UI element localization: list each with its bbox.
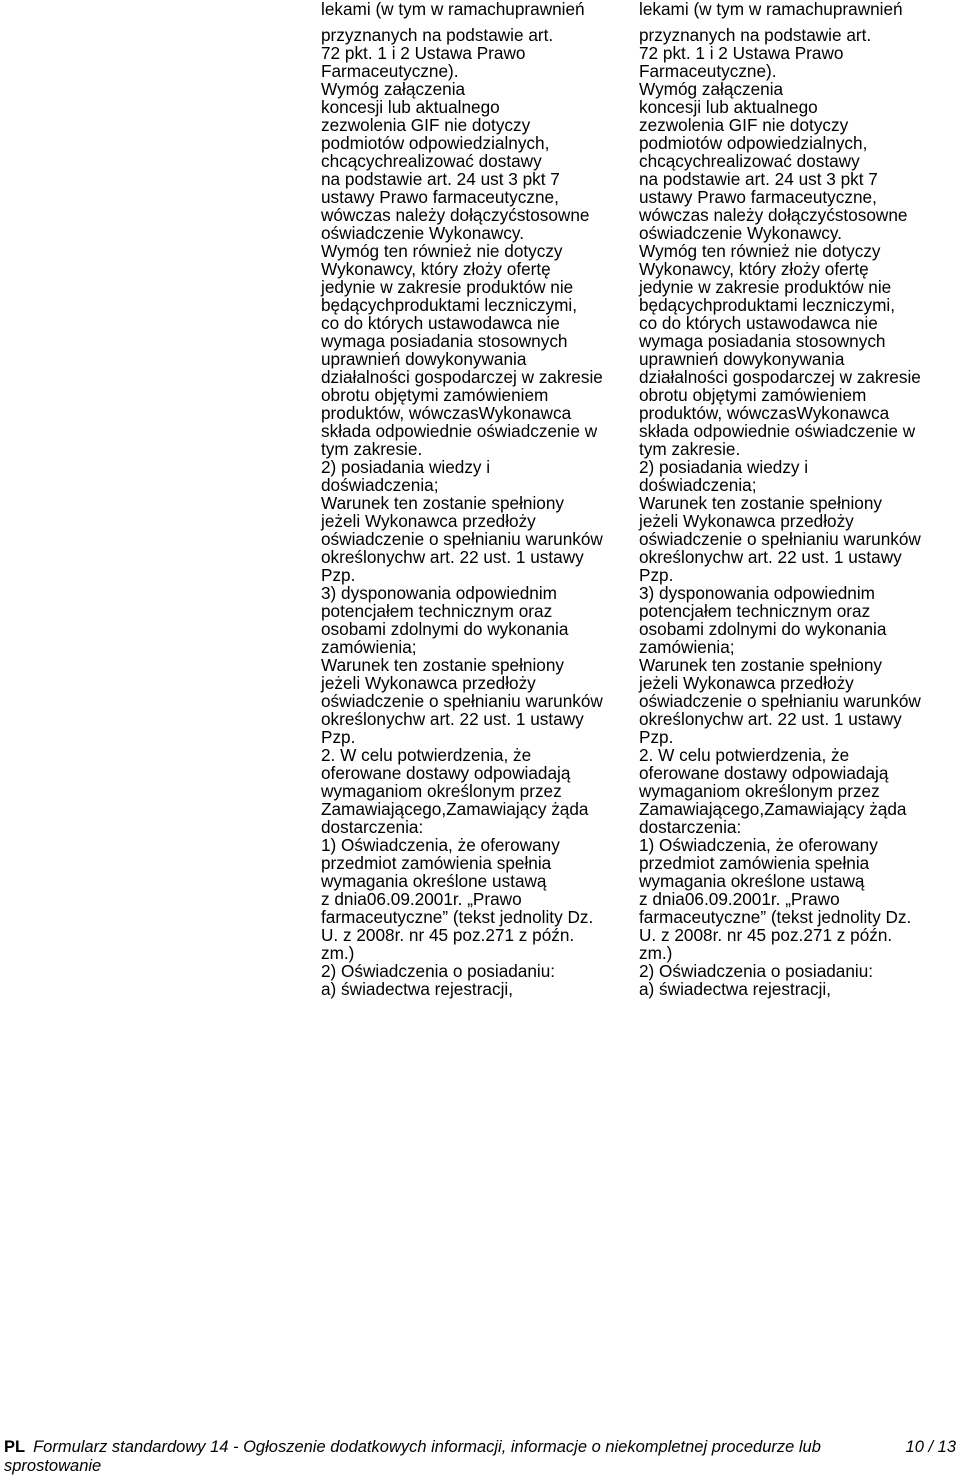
right-column-line: osobami zdolnymi do wykonania (639, 619, 887, 639)
right-column-line: tym zakresie. (639, 439, 741, 459)
right-column-line: oświadczenie Wykonawcy. (639, 223, 842, 243)
left-column-line: Wykonawcy, który złoży ofertę (321, 259, 551, 279)
right-column-line: Wymóg ten również nie dotyczy (639, 241, 881, 261)
left-column-line: obrotu objętymi zamówieniem (321, 385, 549, 405)
right-column-line: Zamawiającego,Zamawiający żąda (639, 799, 907, 819)
left-column-line: zm.) (321, 943, 355, 963)
left-column-line: Warunek ten zostanie spełniony (321, 493, 564, 513)
left-column-line: Farmaceutyczne). (321, 61, 459, 81)
right-column-line: U. z 2008r. nr 45 poz.271 z późn. (639, 925, 893, 945)
right-column-line: przyznanych na podstawie art. (639, 25, 872, 45)
left-column-line: Wymóg załączenia (321, 79, 466, 99)
right-column-line: określonychw art. 22 ust. 1 ustawy (639, 709, 902, 729)
right-column-line: farmaceutyczne” (tekst jednolity Dz. (639, 907, 912, 927)
left-column-line: 2. W celu potwierdzenia, że (321, 745, 532, 765)
form-title-line-2: sprostowanie (4, 1457, 102, 1475)
left-column-line: 1) Oświadczenia, że oferowany (321, 835, 560, 855)
left-column-line: produktów, wówczasWykonawca (321, 403, 572, 423)
right-column-line: wymaganiom określonym przez (639, 781, 880, 801)
right-column-line: przedmiot zamówienia spełnia (639, 853, 870, 873)
left-column-line: lekami (w tym w ramachuprawnień (321, 0, 585, 19)
right-column-line: chcącychrealizować dostawy (639, 151, 860, 171)
right-column-line: 3) dysponowania odpowiednim (639, 583, 876, 603)
right-column-line: 1) Oświadczenia, że oferowany (639, 835, 878, 855)
right-column-line: wymagania określone ustawą (639, 871, 865, 891)
right-column-line: Farmaceutyczne). (639, 61, 777, 81)
right-column-line: Pzp. (639, 727, 674, 747)
left-column-line: z dnia06.09.2001r. „Prawo (321, 889, 522, 909)
left-column-line: określonychw art. 22 ust. 1 ustawy (321, 547, 584, 567)
left-column-line: Pzp. (321, 727, 356, 747)
left-column-line: na podstawie art. 24 ust 3 pkt 7 (321, 169, 560, 189)
left-column-line: uprawnień dowykonywania (321, 349, 527, 369)
left-column-line: działalności gospodarczej w zakresie (321, 367, 603, 387)
right-column-line: obrotu objętymi zamówieniem (639, 385, 867, 405)
right-column-line: jedynie w zakresie produktów nie (639, 277, 892, 297)
left-column-line: U. z 2008r. nr 45 poz.271 z późn. (321, 925, 575, 945)
left-column-line: wymaga posiadania stosownych (321, 331, 568, 351)
left-column-line: Zamawiającego,Zamawiający żąda (321, 799, 589, 819)
left-column-line: 2) posiadania wiedzy i (321, 457, 491, 477)
left-column-line: podmiotów odpowiedzialnych, (321, 133, 550, 153)
left-column-line: jeżeli Wykonawca przedłoży (321, 673, 536, 693)
left-column-line: koncesji lub aktualnego (321, 97, 500, 117)
left-column-line: osobami zdolnymi do wykonania (321, 619, 569, 639)
left-column-line: tym zakresie. (321, 439, 423, 459)
left-column-line: a) świadectwa rejestracji, (321, 979, 513, 999)
right-column-line: na podstawie art. 24 ust 3 pkt 7 (639, 169, 878, 189)
right-column-line: jeżeli Wykonawca przedłoży (639, 511, 854, 531)
left-column-line: oświadczenie Wykonawcy. (321, 223, 524, 243)
left-column-line: wówczas należy dołączyćstosowne (321, 205, 590, 225)
left-text-column (321, 0, 641, 998)
right-column-line: zezwolenia GIF nie dotyczy (639, 115, 849, 135)
right-column-line: 2. W celu potwierdzenia, że (639, 745, 850, 765)
left-column-line: wymagania określone ustawą (321, 871, 547, 891)
language-code: PL (4, 1438, 26, 1456)
left-column-line: składa odpowiednie oświadczenie w (321, 421, 598, 441)
right-column-line: oferowane dostawy odpowiadają (639, 763, 889, 783)
page-footer (4, 1438, 956, 1476)
left-column-line: zezwolenia GIF nie dotyczy (321, 115, 531, 135)
left-column-line: oferowane dostawy odpowiadają (321, 763, 571, 783)
page-number: 10 / 13 (905, 1438, 956, 1456)
right-column-line: dostarczenia: (639, 817, 742, 837)
right-column-line: a) świadectwa rejestracji, (639, 979, 831, 999)
right-column-line: doświadczenia; (639, 475, 757, 495)
right-column-line: 2) Oświadczenia o posiadaniu: (639, 961, 874, 981)
right-column-line: uprawnień dowykonywania (639, 349, 845, 369)
left-column-line: co do których ustawodawca nie (321, 313, 560, 333)
right-column-line: lekami (w tym w ramachuprawnień (639, 0, 903, 19)
footer-title-block (4, 1438, 956, 1457)
left-column-line: określonychw art. 22 ust. 1 ustawy (321, 709, 584, 729)
right-column-line: 2) posiadania wiedzy i (639, 457, 809, 477)
right-column-line: z dnia06.09.2001r. „Prawo (639, 889, 840, 909)
right-column-line: określonychw art. 22 ust. 1 ustawy (639, 547, 902, 567)
right-column-line: Wykonawcy, który złoży ofertę (639, 259, 869, 279)
left-column-line: jedynie w zakresie produktów nie (321, 277, 574, 297)
left-column-line: doświadczenia; (321, 475, 439, 495)
left-column-line: oświadczenie o spełnianiu warunków (321, 529, 603, 549)
left-column-line: Wymóg ten również nie dotyczy (321, 241, 563, 261)
left-column-line: Pzp. (321, 565, 356, 585)
left-column-line: oświadczenie o spełnianiu warunków (321, 691, 603, 711)
left-column-line: Warunek ten zostanie spełniony (321, 655, 564, 675)
form-title-line-1: Formularz standardowy 14 - Ogłoszenie dodatkowych informacji, informacje o niekompletnej procedurze lub (33, 1438, 821, 1456)
left-column-line: chcącychrealizować dostawy (321, 151, 542, 171)
right-column-line: zamówienia; (639, 637, 735, 657)
right-column-line: Pzp. (639, 565, 674, 585)
left-column-line: zamówienia; (321, 637, 417, 657)
right-column-line: Warunek ten zostanie spełniony (639, 493, 882, 513)
right-column-line: potencjałem technicznym oraz (639, 601, 871, 621)
left-column-line: dostarczenia: (321, 817, 424, 837)
right-column-line: koncesji lub aktualnego (639, 97, 818, 117)
right-column-line: 72 pkt. 1 i 2 Ustawa Prawo (639, 43, 844, 63)
left-column-line: 72 pkt. 1 i 2 Ustawa Prawo (321, 43, 526, 63)
left-column-line: przyznanych na podstawie art. (321, 25, 554, 45)
right-column-line: jeżeli Wykonawca przedłoży (639, 673, 854, 693)
right-column-line: będącychproduktami leczniczymi, (639, 295, 896, 315)
right-column-line: co do których ustawodawca nie (639, 313, 878, 333)
left-column-line: będącychproduktami leczniczymi, (321, 295, 578, 315)
left-column-line: ustawy Prawo farmaceutyczne, (321, 187, 559, 207)
right-column-line: Warunek ten zostanie spełniony (639, 655, 882, 675)
left-column-line: 2) Oświadczenia o posiadaniu: (321, 961, 556, 981)
right-column-line: produktów, wówczasWykonawca (639, 403, 890, 423)
right-column-line: oświadczenie o spełnianiu warunków (639, 691, 921, 711)
left-column-line: farmaceutyczne” (tekst jednolity Dz. (321, 907, 594, 927)
right-column-line: Wymóg załączenia (639, 79, 784, 99)
left-column-line: 3) dysponowania odpowiednim (321, 583, 558, 603)
right-column-line: zm.) (639, 943, 673, 963)
right-column-line: wymaga posiadania stosownych (639, 331, 886, 351)
left-column-line: przedmiot zamówienia spełnia (321, 853, 552, 873)
left-column-line: jeżeli Wykonawca przedłoży (321, 511, 536, 531)
right-text-column (639, 0, 959, 998)
right-column-line: działalności gospodarczej w zakresie (639, 367, 921, 387)
right-column-line: składa odpowiednie oświadczenie w (639, 421, 916, 441)
right-column-line: ustawy Prawo farmaceutyczne, (639, 187, 877, 207)
left-column-line: wymaganiom określonym przez (321, 781, 562, 801)
left-column-line: potencjałem technicznym oraz (321, 601, 553, 621)
right-column-line: wówczas należy dołączyćstosowne (639, 205, 908, 225)
right-column-line: oświadczenie o spełnianiu warunków (639, 529, 921, 549)
right-column-line: podmiotów odpowiedzialnych, (639, 133, 868, 153)
